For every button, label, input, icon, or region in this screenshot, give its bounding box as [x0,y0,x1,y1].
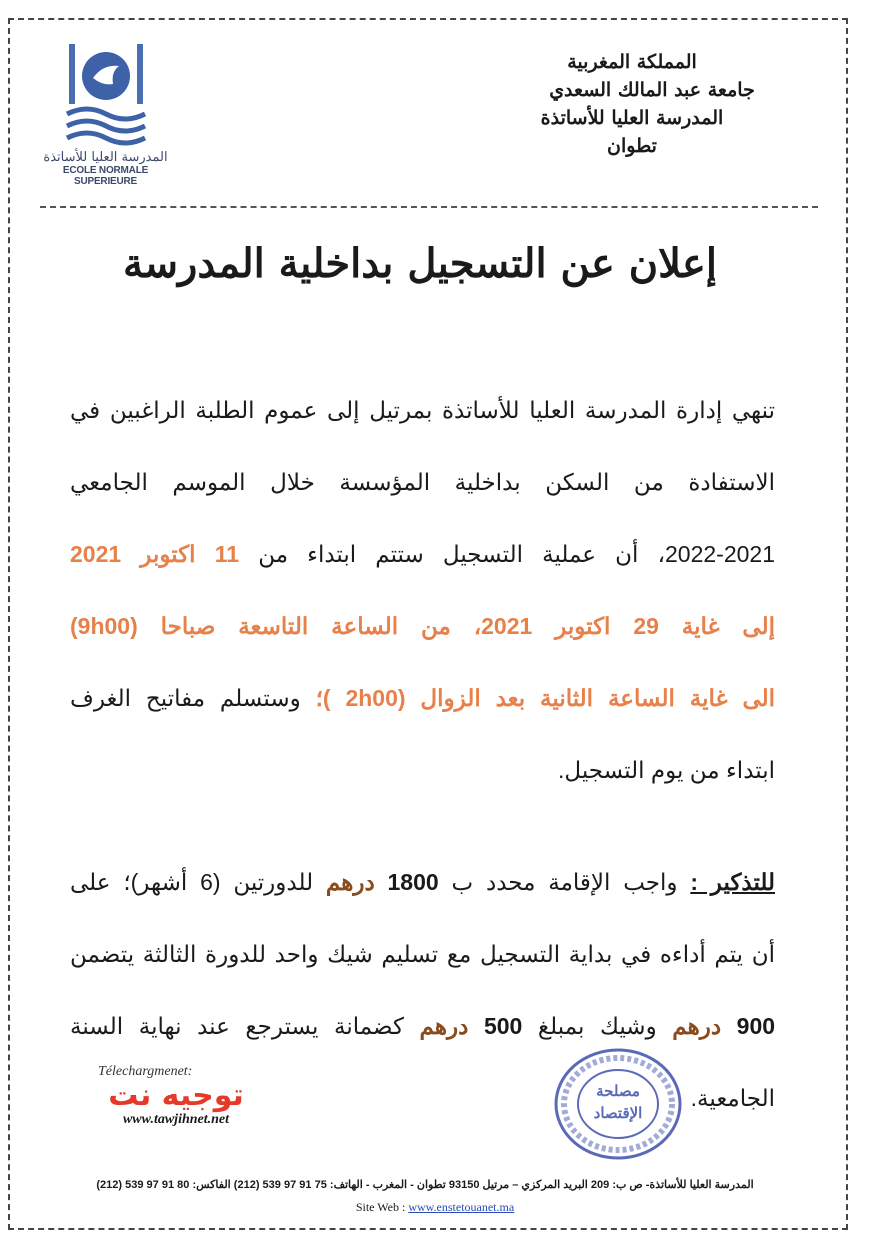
body-text: واجب الإقامة محدد ب [451,869,678,895]
header-kingdom: المملكة المغربية [567,51,697,73]
footer-website [0,1200,870,1215]
footer-address: المدرسة العليا للأساتذة- ص ب: 209 البريد المركزي – مرتيل 93150 تطوان - المغرب - الهاتف: 75 91 97 539 (212) الفاكس: 80 91 97 539 (212) [96,1179,754,1191]
tawjihnet-watermark [86,1064,266,1144]
registration-end-date: إلى غاية 29 اكتوبر 2021، من الساعة التاسعة صباحا (9h00) [70,613,775,639]
watermark-label: Télechargmenet: [98,1064,193,1079]
currency-unit: درهم [325,869,375,895]
logo-french-name: ECOLE NORMALE SUPERIEURE [62,165,149,187]
official-stamp [552,1046,684,1162]
header-school: المدرسة العليا للأساتذة [540,107,724,129]
site-label: Site Web : [355,1200,406,1214]
body-line [70,524,775,596]
institution-header [482,48,782,160]
stamp-text: مصلحة [596,1082,640,1100]
currency-unit: درهم [672,1013,722,1039]
body-line: الاستفادة من السكن بداخلية المؤسسة خلال الموسم الجامعي [70,469,775,495]
header-university: جامعة عبد المالك السعدي [549,79,755,101]
watermark-brand: توجيه نت [108,1078,244,1113]
fee-amount: 1800 [387,869,439,895]
announcement-body [70,380,775,1140]
header-city: تطوان [607,135,657,157]
reminder-line: الجامعية. [690,1085,775,1111]
deposit-amount: 500 [483,1013,523,1039]
watermark-url[interactable]: www.tawjihnet.net [122,1112,230,1127]
body-text: للدورتين (6 أشهر)؛ على [70,869,314,895]
check-amount: 900 [736,1013,776,1039]
header-divider [40,206,818,208]
registration-end-time: الى غاية الساعة الثانية بعد الزوال (2h00 )؛ [315,685,776,711]
body-line: ابتداء من يوم التسجيل. [558,757,775,783]
stamp-text: الإقتصاد [593,1104,643,1122]
dove-waves-logo-icon [63,40,149,148]
reminder-line: أن يتم أداءه في بداية التسجيل مع تسليم شيك واحد للدورة الثالثة يتضمن [70,941,775,967]
body-line [70,668,775,740]
body-text: وستسلم مفاتيح الغرف [70,685,301,711]
body-line: تنهي إدارة المدرسة العليا للأساتذة بمرتيل إلى عموم الطلبة الراغبين في [70,397,775,423]
site-link[interactable]: www.enstetouanet.ma [408,1200,515,1214]
registration-start-date: 11 اكتوبر 2021 [70,541,240,567]
reminder-line [70,852,775,924]
currency-unit: درهم [419,1013,469,1039]
school-logo [38,40,173,185]
reminder-label: للتذكير : [690,869,776,895]
body-text: كضمانة يسترجع عند نهاية السنة [70,1013,404,1039]
logo-arabic-name: المدرسة العليا للأساتذة [43,150,168,165]
body-text: 2022-2021، أن عملية التسجيل ستتم ابتداء من [258,541,775,567]
announcement-title: إعلان عن التسجيل بداخلية المدرسة [123,240,717,287]
body-text: وشيك بمبلغ [537,1013,657,1039]
